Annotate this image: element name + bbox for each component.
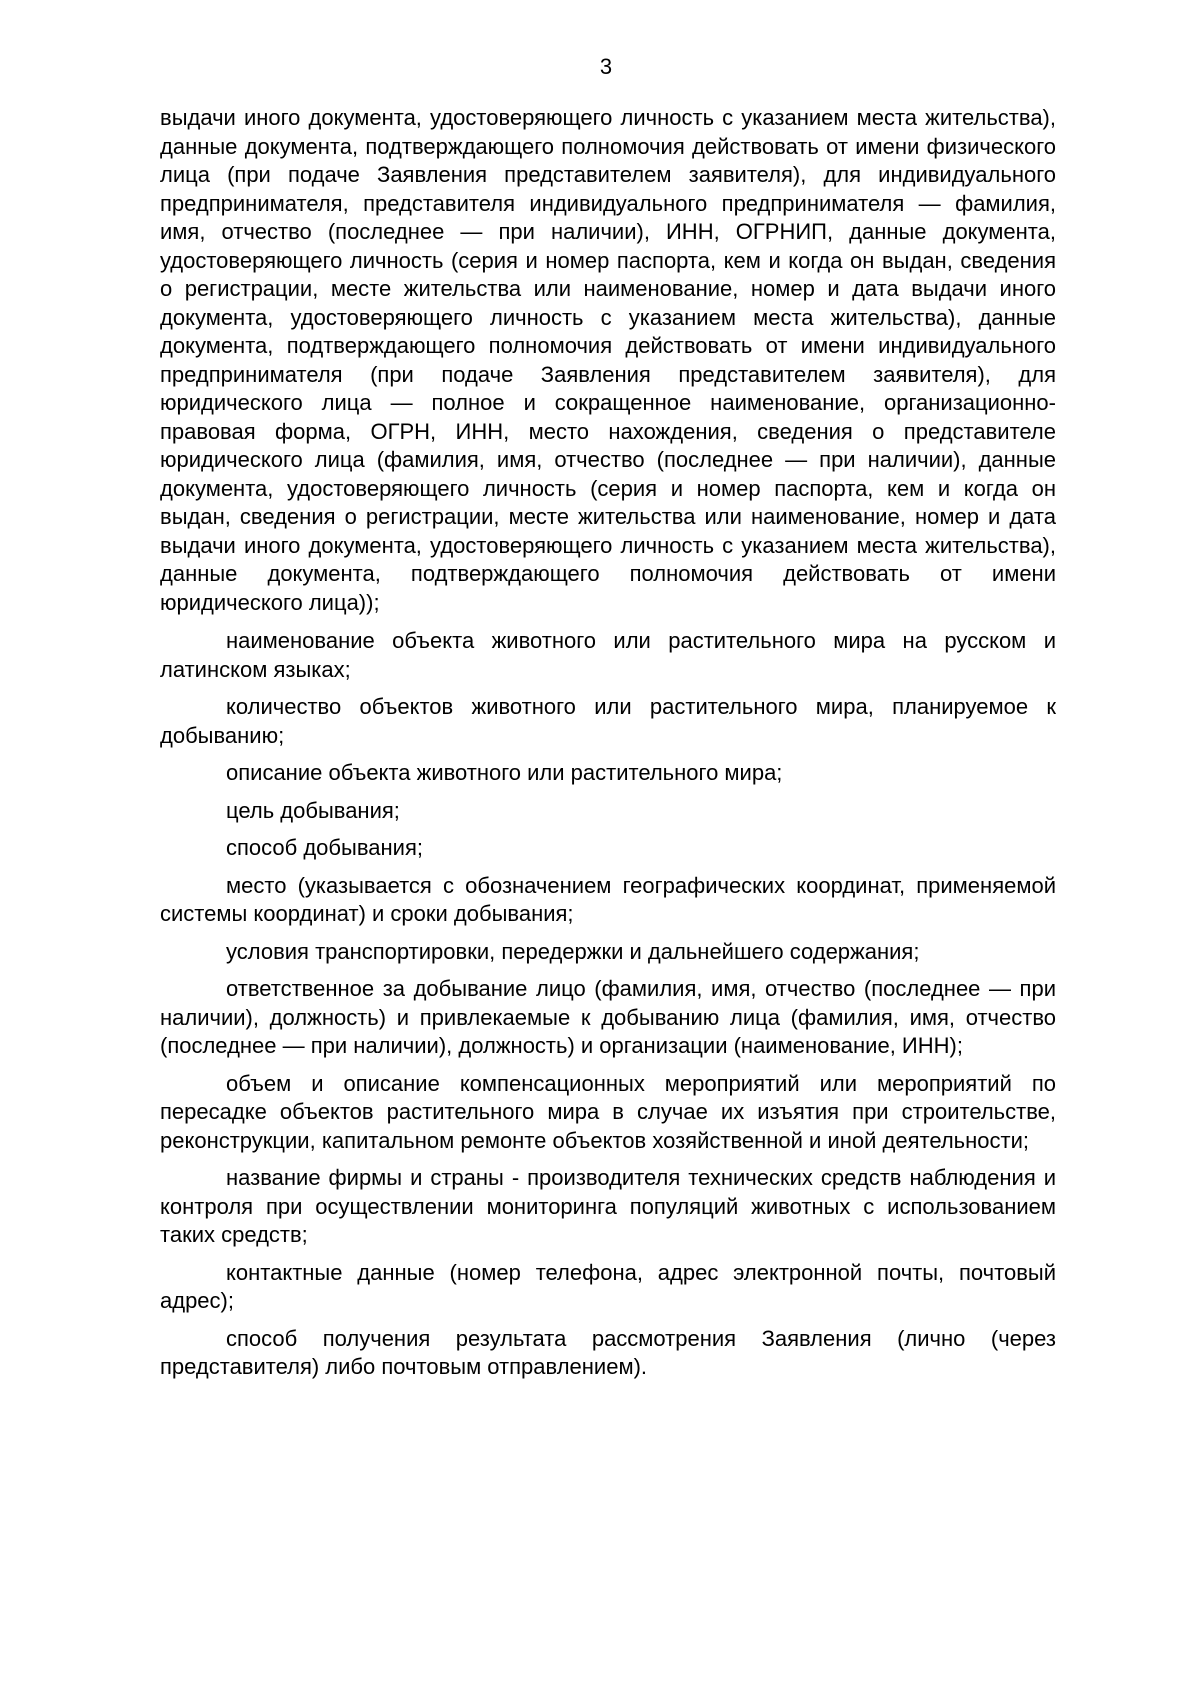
paragraph-object-name: наименование объекта животного или растительного мира на русском и латинском языках; [160, 628, 1056, 682]
paragraph-transport-conditions: условия транспортировки, передержки и дальнейшего содержания; [226, 938, 920, 964]
paragraph-place-and-dates: место (указывается с обозначением географических координат, применяемой системы координат) и сроки добывания; [160, 872, 1056, 926]
paragraph-contact-details: контактные данные (номер телефона, адрес электронной почты, почтовый адрес); [160, 1259, 1056, 1313]
paragraph-continuation: выдачи иного документа, удостоверяющего личность с указанием места жительства), данные документа, подтверждающего полномочия действовать от имени физического лица (при подаче Заявления представителем заявителя), для индивидуального предпринимателя, представителя индивидуального предпринимателя — фамилия, имя, отчество (последнее — при наличии), ИНН, ОГРНИП, данные документа, удостоверяющего личность (серия и номер паспорта, кем и когда он выдан, сведения о регистрации, месте жительства или наименование, номер и дата выдачи иного документа, удостоверяющего личность с указанием места жительства), данные документа, подтверждающего полномочия действовать от имени индивидуального предпринимателя (при подаче Заявления представителем заявителя), для юридического лица — полное и сокращенное наименование, организационно-правовая форма, ОГРН, ИНН, место нахождения, сведения о представителе юридического лица (фамилия, имя, отчество (последнее — при наличии), данные документа, удостоверяющего личность (серия и номер паспорта, кем и когда он выдан, сведения о регистрации, месте жительства или наименование, номер и дата выдачи иного документа, удостоверяющего личность с указанием места жительства), данные документа, подтверждающего полномочия действовать от имени юридического лица)); [160, 105, 1056, 615]
page-number: 3 [599, 54, 613, 79]
paragraph-result-method: способ получения результата рассмотрения Заявления (лично (через представителя) либо почтовым отправлением). [160, 1325, 1056, 1379]
paragraph-responsible-person: ответственное за добывание лицо (фамилия, имя, отчество (последнее — при наличии), должность) и привлекаемые к добыванию лица (фамилия, имя, отчество (последнее — при наличии), должность) и организации (наименование, ИНН); [160, 976, 1056, 1058]
paragraph-object-quantity: количество объектов животного или растительного мира, планируемое к добыванию; [160, 694, 1056, 748]
document-body [160, 104, 1056, 1382]
paragraph-equipment-manufacturer: название фирмы и страны - производителя технических средств наблюдения и контроля при осуществлении мониторинга популяций животных с использованием таких средств; [160, 1165, 1056, 1247]
paragraph-object-description: описание объекта животного или растительного мира; [226, 760, 783, 785]
paragraph-compensation-measures: объем и описание компенсационных мероприятий или мероприятий по пересадке объектов растительного мира в случае их изъятия при строительстве, реконструкции, капитальном ремонте объектов хозяйственной и иной деятельности; [160, 1070, 1056, 1153]
paragraph-purpose: цель добывания; [226, 797, 400, 823]
paragraph-method: способ добывания; [226, 835, 423, 860]
